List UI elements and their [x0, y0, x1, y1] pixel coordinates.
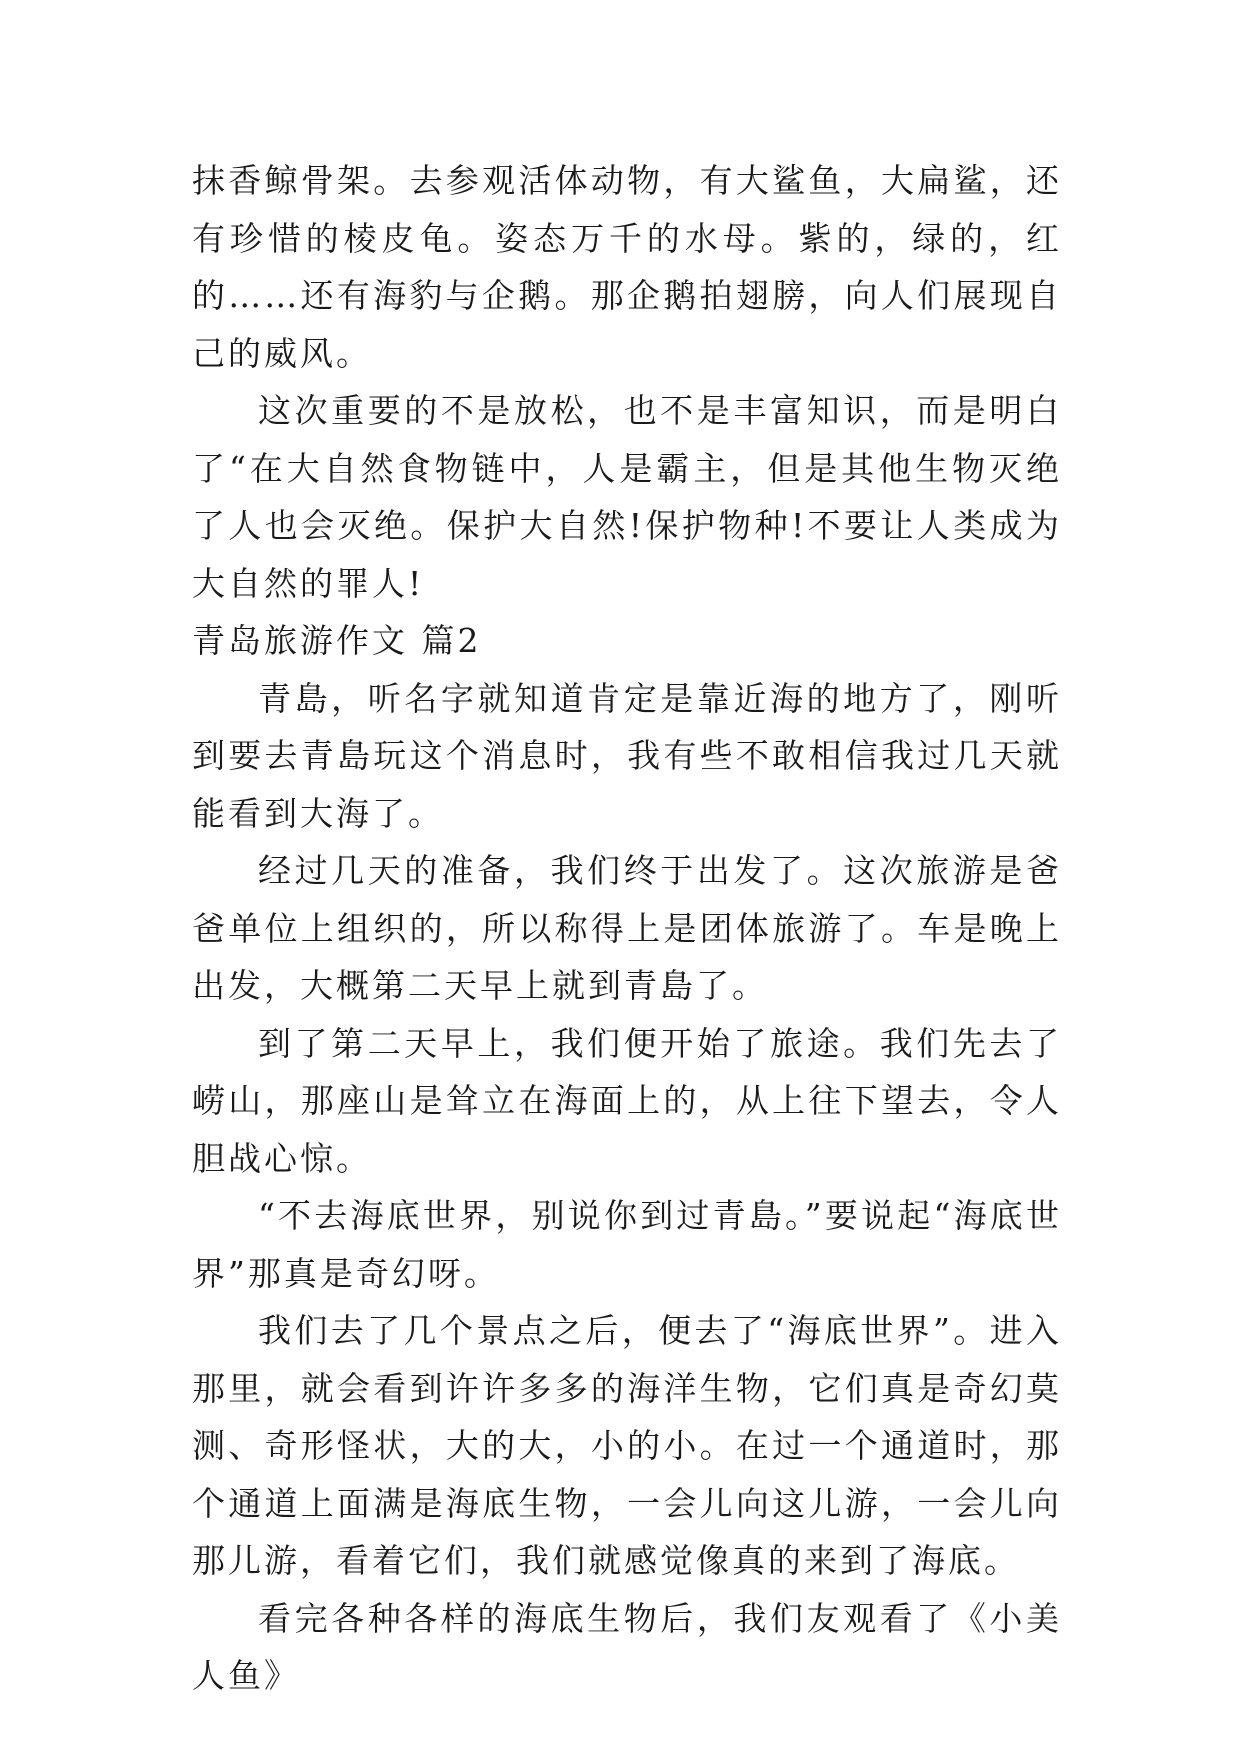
paragraph-6: “不去海底世界，别说你到过青島。”要说起“海底世界”那真是奇幻呀。 [192, 1196, 1062, 1293]
paragraph-2: 这次重要的不是放松，也不是丰富知识，而是明白了“在大自然食物链中，人是霸主，但是其他生物灭绝了人也会灭绝。保护大自然!保护物种!不要让人类成为大自然的罪人! [192, 391, 1062, 603]
section-heading: 青岛旅游作文 篇2 [192, 621, 482, 660]
document-body [192, 152, 1062, 1705]
paragraph-7: 我们去了几个景点之后，便去了“海底世界”。进入那里，就会看到许许多多的海洋生物，它们真是奇幻莫测、奇形怪状，大的大，小的小。在过一个通道时，那个通道上面满是海底生物，一会儿向这儿游，一会儿向那儿游，看着它们，我们就感觉像真的来到了海底。 [192, 1311, 1062, 1580]
paragraph-5: 到了第二天早上，我们便开始了旅途。我们先去了崂山，那座山是耸立在海面上的，从上往下望去，令人胆战心惊。 [192, 1023, 1062, 1178]
paragraph-8: 看完各种各样的海底生物后，我们友观看了《小美人鱼》 [192, 1598, 1062, 1695]
paragraph-1: 抹香鲸骨架。去参观活体动物，有大鲨鱼，大扁鲨，还有珍惜的棱皮龟。姿态万千的水母。紫的，绿的，红的……还有海豹与企鹅。那企鹅拍翅膀，向人们展现自己的威风。 [192, 161, 1062, 373]
paragraph-3: 青島，听名字就知道肯定是靠近海的地方了，刚听到要去青島玩这个消息时，我有些不敢相信我过几天就能看到大海了。 [192, 678, 1062, 833]
paragraph-4: 经过几天的准备，我们终于出发了。这次旅游是爸爸单位上组织的，所以称得上是团体旅游了。车是晚上出发，大概第二天早上就到青島了。 [192, 851, 1062, 1005]
